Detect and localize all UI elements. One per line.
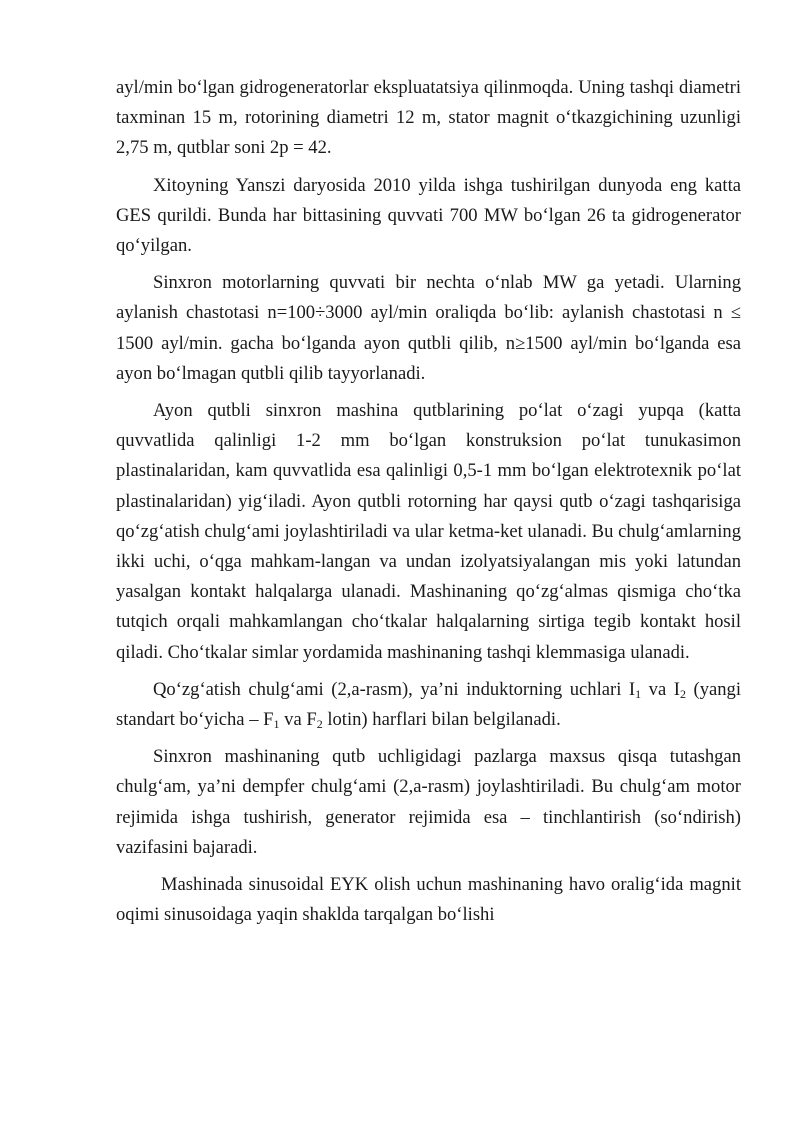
subscript-4: 2 bbox=[316, 717, 323, 732]
paragraph-6: Sinxron mashinaning qutb uchligidagi pazlarga maxsus qisqa tutashgan chulgʻam, yaʼni dempfer chulgʻami (2,a-rasm) joylashtiriladi. Bu chulgʻam motor rejimida ishga tushirish, generator rejimida esa – tinchlantirish (soʻndirish) vazifasini bajaradi. bbox=[116, 746, 741, 858]
paragraph-5-part-1: Qoʻzgʻatish chulgʻami (2,a-rasm), yaʼni induktorning uchlari I bbox=[153, 678, 636, 700]
subscript-1: 1 bbox=[635, 686, 642, 701]
paragraph-7: Mashinada sinusoidal EYK olish uchun mashinaning havo oraligʻida magnit oqimi sinusoidaga yaqin shaklda tarqalgan boʻlishi bbox=[116, 874, 741, 926]
paragraph-1: ayl/min boʻlgan gidrogeneratorlar ekspluatatsiya qilinmoqda. Uning tashqi diametri taxminan 15 m, rotorining diametri 12 m, stator magnit oʻtkazgichining uzunligi 2,75 m, qutblar soni 2p = 42. bbox=[116, 77, 741, 159]
document-body bbox=[116, 73, 741, 930]
paragraph-5-part-4: va F bbox=[279, 709, 317, 731]
paragraph-5-part-2: va I bbox=[641, 678, 680, 700]
subscript-2: 2 bbox=[679, 686, 686, 701]
paragraph-5-part-5: lotin) harflari bilan belgilanadi. bbox=[322, 709, 561, 731]
paragraph-5 bbox=[116, 675, 741, 735]
paragraph-2: Xitoyning Yanszi daryosida 2010 yilda ishga tushirilgan dunyoda eng katta GES qurildi. Bunda har bittasining quvvati 700 MW boʻlgan 26 ta gidrogenerator qoʻyilgan. bbox=[116, 174, 741, 257]
paragraph-5-part-3: (yangi standart boʻyicha – F bbox=[116, 678, 742, 731]
paragraph-3: Sinxron motorlarning quvvati bir nechta oʻnlab MW ga yetadi. Ularning aylanish chastotasi n=100÷3000 ayl/min oraliqda boʻlib: aylanish chastotasi n ≤ 1500 ayl/min. gacha boʻlganda ayon qutbli qilib, n≥1500 ayl/min boʻlganda esa ayon boʻlmagan qutbli qilib tayyorlanadi. bbox=[116, 272, 741, 384]
paragraph-4: Ayon qutbli sinxron mashina qutblarining poʻlat oʻzagi yupqa (katta quvvatlida qalinligi 1-2 mm boʻlgan konstruksion poʻlat tunukasimon plastinalaridan, kam quvvatlida esa qalinligi 0,5-1 mm boʻlgan elektrotexnik poʻlat plastinalaridan) yigʻiladi. Ayon qutbli rotorning har qaysi qutb oʻzagi tashqarisiga qoʻzgʻatish chulgʻami joylashtiriladi va ular ketma-ket ulanadi. Bu chulgʻamlarning ikki uchi, oʻqga mahkam-langan va undan izolyatsiyalangan mis yoki latundan yasalgan kontakt halqalarga ulanadi. Mashinaning qoʻzgʻalmas qismiga choʻtka tutqich orqali mahkamlangan choʻtkalar halqalarning sirtiga tegib kontakt hosil qiladi. Choʻtkalar simlar yordamida mashinaning tashqi klemmasiga ulanadi. bbox=[116, 400, 741, 663]
subscript-3: 1 bbox=[273, 717, 280, 732]
